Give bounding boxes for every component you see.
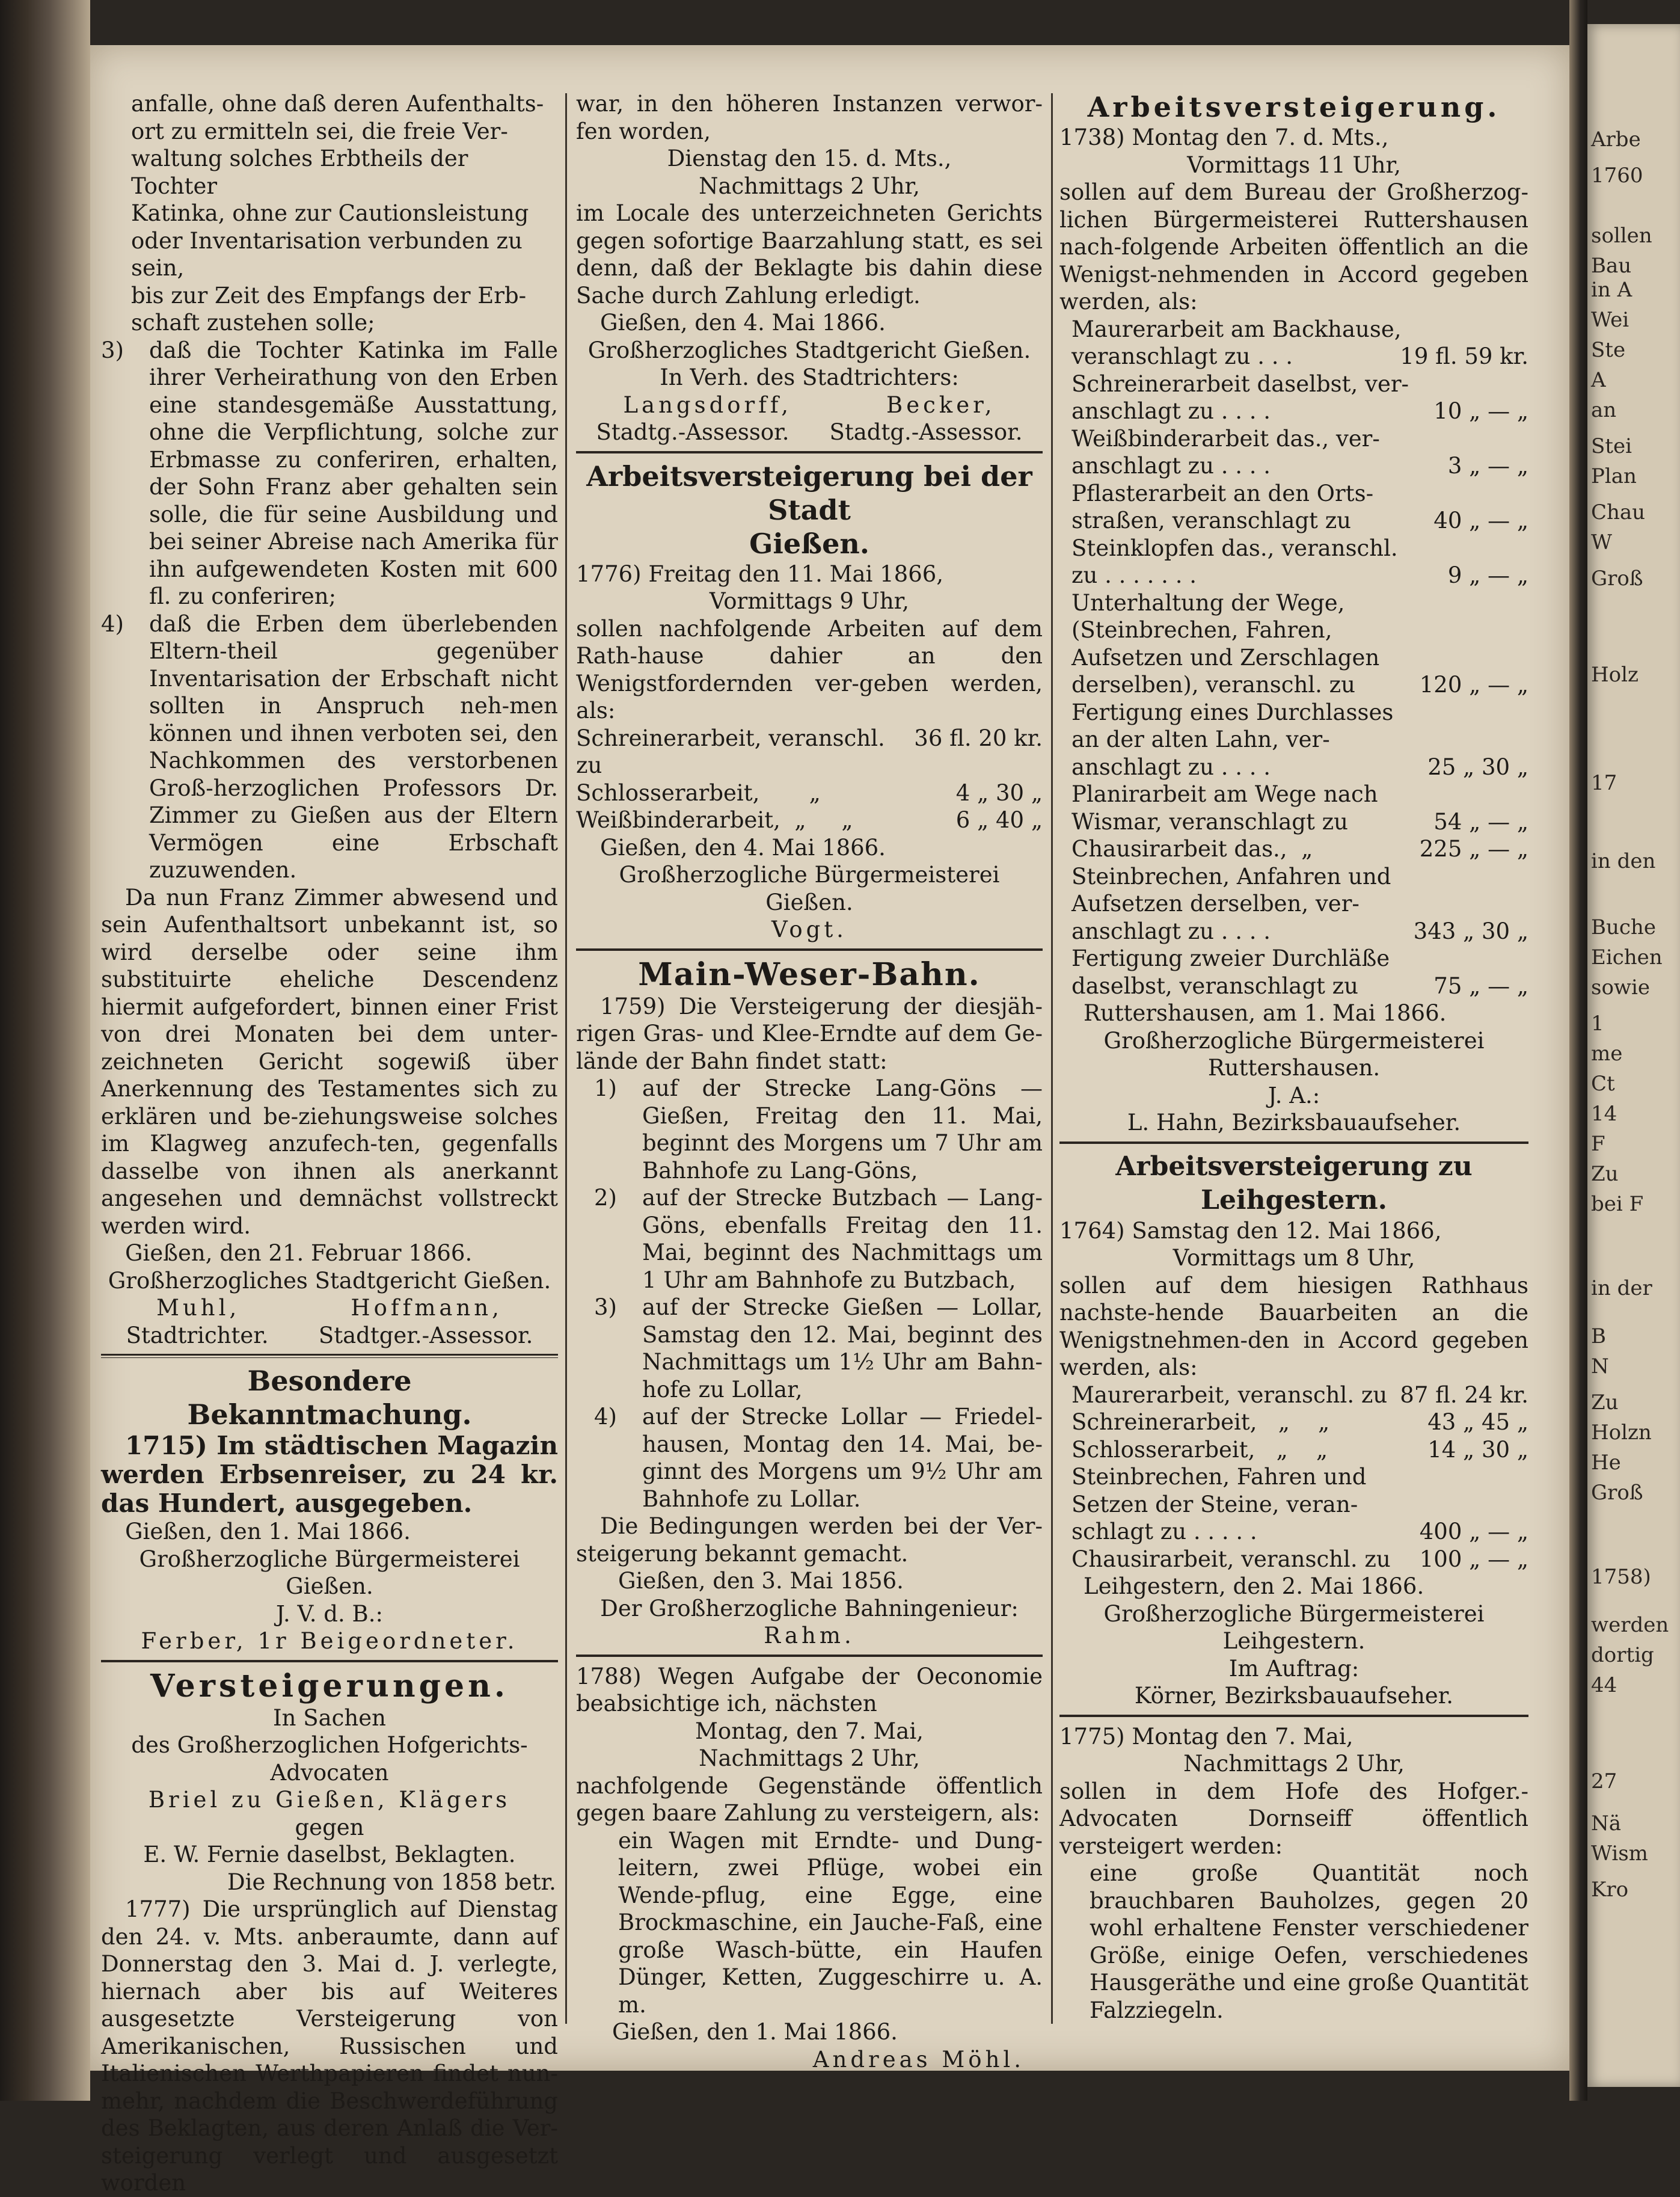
price-row — [1071, 699, 1528, 727]
price-label: Wismar, veranschlagt zu — [1071, 808, 1348, 835]
signature-name: Langsdorff, — [623, 392, 792, 418]
adjacent-page-fragment: in A — [1591, 278, 1632, 302]
section-heading: Besondere Bekanntmachung. — [187, 1365, 472, 1431]
price-value: 19 fl. 59 kr. — [1400, 343, 1528, 369]
adjacent-page-fragment: Buche — [1591, 915, 1656, 939]
price-label: Schlosserarbeit, „ „ — [1071, 1436, 1328, 1463]
price-label: Schlosserarbeit, „ — [576, 779, 821, 806]
auction-date: 1776) Freitag den 11. Mai 1866, — [576, 561, 944, 587]
case-line: E. W. Fernie daselbst, Beklagten. — [143, 1842, 516, 1867]
price-label: schlagt zu . . . . . — [1071, 1519, 1257, 1544]
price-value: 100 „ — „ — [1419, 1546, 1528, 1572]
adjacent-page-fragment: F — [1591, 1132, 1605, 1156]
auction-text: 1777) Die ursprünglich auf Dienstag den 24. v. Mts. anberaumte, dann auf Donnerstag den 3. Mai d. J. verlegte, hiernach aber bis auf Weiteres ausgesetzte Versteigerung von Amerikanischen, Russischen und Italienischen Werthpapieren findet nun-mehr, nachdem die Beschwerdeführung des Beklagten, aus deren Anlaß die Ver-steigerung verlegt und ausgesetzt worden — [101, 1896, 558, 2196]
notice-date: Gießen, den 4. Mai 1866. — [600, 834, 886, 861]
price-row — [1071, 398, 1528, 425]
price-value: 400 „ — „ — [1419, 1519, 1528, 1544]
auction-text: im Locale des unterzeichneten Gerichts gegen sofortige Baarzahlung statt, es sei denn, daß der Beklagte bis dahin diese Sache durch Zahlung erledigt. — [576, 200, 1043, 309]
case-line: gegen — [295, 1814, 364, 1840]
adjacent-page-fragment: an — [1591, 398, 1617, 422]
page-gutter — [1569, 0, 1587, 2101]
list-number: 3) — [594, 1294, 617, 1320]
price-row — [1071, 507, 1528, 535]
price-row — [1071, 1436, 1528, 1464]
price-value: 14 „ 30 „ — [1427, 1436, 1528, 1463]
price-row — [1071, 425, 1528, 453]
adjacent-page-fragment: 1758) — [1591, 1565, 1651, 1589]
case-line: Briel zu Gießen, Klägers — [148, 1787, 511, 1813]
price-row — [1071, 370, 1528, 398]
price-label: Chausirarbeit das., „ — [1071, 836, 1313, 862]
auction-text: nachfolgende Gegenstände öffentlich gegen baare Zahlung zu versteigern, als: — [576, 1772, 1043, 1826]
notice-text: 1715) Im städtischen Magazin werden Erbsenreiser, zu 24 kr. das Hundert, ausgegeben. — [101, 1431, 558, 1518]
price-row — [1071, 726, 1528, 754]
adjacent-page-fragment: bei F — [1591, 1192, 1644, 1216]
price-row — [1071, 945, 1528, 973]
adjacent-page-fragment: Kro — [1591, 1878, 1629, 1902]
section-divider — [101, 1660, 558, 1662]
list-item — [576, 1403, 1043, 1513]
signature-name: Vogt. — [771, 917, 847, 942]
auction-continuation: war, in den höheren Instanzen verwor-fen worden, — [576, 91, 1043, 144]
price-label: daselbst, veranschlagt zu — [1071, 973, 1358, 999]
adjacent-page-fragment: in den — [1591, 849, 1656, 873]
list-number: 4) — [101, 610, 124, 637]
auction-time: Vormittags um 8 Uhr, — [1173, 1245, 1415, 1271]
case-subject: Die Rechnung von 1858 betr. — [227, 1869, 556, 1895]
list-item — [101, 337, 558, 610]
auction-text: sollen auf dem hiesigen Rathhaus nachste-hende Bauarbeiten an die Wenigstnehmen-den in Accord gegeben werden, als: — [1059, 1272, 1528, 1380]
adjacent-page-fragment: 44 — [1591, 1673, 1617, 1697]
adjacent-page-fragment: 17 — [1591, 771, 1617, 795]
book-binding-edge — [0, 0, 90, 2101]
adjacent-page-fragment: Ste — [1591, 338, 1626, 362]
adjacent-page-fragment: werden — [1591, 1613, 1669, 1637]
adjacent-page-fragment: sowie — [1591, 976, 1651, 1000]
price-value: 225 „ — „ — [1419, 836, 1528, 862]
adjacent-page-fragment: 14 — [1591, 1102, 1617, 1126]
signature-title: Stadtg.-Assessor. — [829, 419, 1023, 445]
adjacent-page-fragment: Wei — [1591, 308, 1629, 332]
list-number: 3) — [101, 337, 124, 363]
adjacent-page-fragment: N — [1591, 1354, 1609, 1378]
signature-name: Ferber, 1r Beigeordneter. — [141, 1628, 518, 1654]
price-list — [1059, 1381, 1528, 1573]
adjacent-page-fragment: Holz — [1591, 663, 1639, 687]
price-label: (Steinbrechen, Fahren, — [1071, 617, 1332, 643]
adjacent-page-fragment: B — [1591, 1324, 1606, 1348]
price-label: veranschlagt zu . . . — [1071, 343, 1293, 369]
adjacent-page-fragment: He — [1591, 1451, 1621, 1475]
notice-date: Gießen, den 3. Mai 1856. — [618, 1568, 904, 1594]
price-label: Setzen der Steine, veran- — [1071, 1491, 1358, 1517]
column-rule-2 — [1051, 93, 1053, 2024]
auction-text: sollen nachfolgende Arbeiten auf dem Rath-hause dahier an den Wenigstfordernden ver-geben werden, als: — [576, 615, 1043, 724]
price-row — [1071, 1463, 1528, 1491]
proxy-line: Im Auftrag: — [1228, 1655, 1360, 1682]
summons-paragraph: Da nun Franz Zimmer abwesend und sein Aufenthaltsort unbekannt ist, so wird derselbe oder seine ihm substituirte eheliche Descendenz hiermit aufgefordert, binnen einer Frist von drei Monaten bei dem unter-zeichneten Gericht sogewiß über Anerkennung des Testamentes sich zu erklären und be-ziehungsweise solches im Klagweg anzufech-ten, gegenfalls dasselbe von ihnen als anerkannt angesehen und demnächst vollstreckt werden wird. — [101, 884, 558, 1239]
adjacent-page-fragment: Ct — [1591, 1072, 1615, 1096]
price-row — [576, 779, 1043, 807]
auction-date: Montag, den 7. Mai, — [695, 1718, 924, 1744]
office-name: Ruttershausen. — [1207, 1055, 1381, 1081]
price-label: anschlagt zu . . . . — [1071, 398, 1271, 424]
list-item — [576, 1294, 1043, 1403]
section-divider — [1059, 1142, 1528, 1144]
price-list — [1059, 316, 1528, 1000]
signature-name: Andreas Möhl. — [812, 2046, 1025, 2073]
signature-name: Hoffmann, — [351, 1295, 503, 1321]
price-label: an der alten Lahn, ver- — [1071, 727, 1330, 752]
office-name: Großherzogliche Bürgermeisterei Gießen. — [619, 862, 1000, 915]
signature-name: L. Hahn, Bezirksbauaufseher. — [1127, 1110, 1461, 1135]
price-row — [1071, 671, 1528, 699]
price-value: 36 fl. 20 kr. — [914, 725, 1043, 751]
section-divider — [1059, 1715, 1528, 1717]
auction-conditions: Die Bedingungen werden bei der Ver-steigerung bekannt gemacht. — [576, 1513, 1043, 1567]
price-label: Maurerarbeit am Backhause, — [1071, 316, 1402, 342]
section-divider — [576, 451, 1043, 453]
price-value: 3 „ — „ — [1441, 453, 1528, 479]
signature-name: Körner, Bezirksbauaufseher. — [1134, 1683, 1454, 1709]
price-label: Steinbrechen, Anfahren und — [1071, 863, 1391, 890]
court-name: Großherzogliches Stadtgericht Gießen. — [587, 337, 1031, 363]
list-text: auf der Strecke Butzbach — Lang-Göns, ebenfalls Freitag den 11. Mai, beginnt des Nachmittags um 1 Uhr am Bahnhofe zu Butzbach, — [642, 1185, 1043, 1293]
text-line: anfalle, ohne daß deren Aufenthalts- — [131, 91, 544, 117]
adjacent-page-fragment: in der — [1591, 1276, 1652, 1300]
signature-name: Muhl, — [156, 1295, 241, 1321]
auction-items: ein Wagen mit Erndte- und Dung-leitern, zwei Pflüge, wobei ein Wende-pflug, eine Egge, eine Brockmaschine, ein Jauche-Faß, eine große Wasch-bütte, ein Haufen Dünger, Ketten, Zuggeschirre u. A. m. — [618, 1827, 1043, 2018]
price-value: 25 „ 30 „ — [1427, 754, 1528, 780]
price-row — [1071, 781, 1528, 808]
deputy-abbrev: J. V. d. B.: — [276, 1600, 383, 1627]
price-label: Aufsetzen derselben, ver- — [1071, 891, 1360, 917]
notice-date: Gießen, den 21. Februar 1866. — [125, 1240, 473, 1266]
price-label: Schreinerarbeit, „ „ — [1071, 1409, 1330, 1435]
list-text: daß die Tochter Katinka im Falle ihrer Verheirathung von den Erben eine standesgemäße Ausstattung, ohne die Verpflichtung, solche zur Erbmasse zu conferiren, erhalten, der Sohn Franz aber gehalten sein solle, die für seine Ausbildung und bei seiner Abreise nach Amerika für ihn aufgewendeten Kosten mit 600 fl. zu conferiren; — [149, 337, 558, 609]
section-divider — [576, 948, 1043, 951]
column-3 — [1059, 90, 1528, 2024]
adjacent-page-fragment: Zu — [1591, 1390, 1619, 1415]
auction-date: 1775) Montag den 7. Mai, — [1059, 1723, 1354, 1750]
price-row — [1071, 1491, 1528, 1519]
testament-continuation — [101, 90, 558, 337]
section-heading: Arbeitsversteigerung zu Leihgestern. — [1115, 1151, 1473, 1215]
list-item — [576, 1075, 1043, 1184]
price-row — [1071, 1546, 1528, 1573]
notice-date: Gießen, den 1. Mai 1866. — [125, 1519, 411, 1544]
signature-title: Stadtger.-Assessor. — [318, 1322, 533, 1348]
adjacent-page-fragment: 1760 — [1591, 164, 1643, 188]
signature-titles — [576, 419, 1043, 446]
signature-name: Becker, — [886, 392, 996, 418]
text-line: bis zur Zeit des Empfangs der Erb- — [131, 282, 527, 309]
auction-date: 1764) Samstag den 12. Mai 1866, — [1059, 1217, 1442, 1244]
notice-date: Gießen, den 4. Mai 1866. — [600, 310, 886, 336]
price-value: 43 „ 45 „ — [1427, 1409, 1528, 1435]
auction-text: sollen auf dem Bureau der Großherzog-lichen Bürgermeisterei Ruttershausen nach-folgende Arbeiten öffentlich an die Wenigst-nehmenden in Accord gegeben werden, als: — [1059, 179, 1528, 315]
office-name: Der Großherzogliche Bahningenieur: — [600, 1595, 1019, 1621]
price-row — [1071, 808, 1528, 836]
adjacent-page-fragment: A — [1591, 368, 1606, 392]
list-number: 1) — [594, 1075, 617, 1101]
auction-text: 1788) Wegen Aufgabe der Oeconomie beabsichtige ich, nächsten — [576, 1663, 1043, 1716]
price-value: 10 „ — „ — [1433, 398, 1528, 424]
price-label: Pflasterarbeit an den Orts- — [1071, 480, 1374, 506]
list-text: auf der Strecke Lang-Göns — Gießen, Freitag den 11. Mai, beginnt des Morgens um 7 Uhr am Bahnhofe zu Lang-Göns, — [642, 1075, 1043, 1184]
price-value: 87 fl. 24 kr. — [1400, 1381, 1528, 1408]
proxy-line: J. A.: — [1268, 1082, 1320, 1108]
signature-titles — [101, 1322, 558, 1350]
signature-name: Rahm. — [764, 1623, 855, 1649]
section-heading: Versteigerungen. — [150, 1667, 509, 1704]
auction-time: Nachmittags 2 Uhr, — [699, 1745, 920, 1771]
adjacent-page-fragment: Bau — [1591, 254, 1632, 278]
price-label: anschlagt zu . . . . — [1071, 453, 1271, 479]
price-label: derselben), veranschl. zu — [1071, 672, 1355, 698]
price-row — [1071, 835, 1528, 863]
office-name: Großherzogliche Bürgermeisterei — [1103, 1027, 1485, 1054]
column-rule-1 — [565, 93, 567, 2024]
price-row — [1071, 1518, 1528, 1546]
price-value: 6 „ 40 „ — [948, 807, 1043, 833]
list-number: 4) — [594, 1404, 617, 1430]
adjacent-page-fragment: Wism — [1591, 1842, 1648, 1866]
adjacent-page-fragment: Holzn — [1591, 1421, 1652, 1445]
section-divider — [101, 1354, 558, 1358]
price-row — [1071, 562, 1528, 589]
price-row — [1071, 1381, 1528, 1409]
price-value: 75 „ — „ — [1433, 973, 1528, 999]
auction-text: sollen in dem Hofe des Hofger.-Advocaten Dornseiff öffentlich versteigert werden: — [1059, 1778, 1528, 1859]
price-value: 9 „ — „ — [1441, 562, 1528, 588]
price-label: Schreinerarbeit daselbst, ver- — [1071, 370, 1409, 397]
adjacent-page-fragment: Nä — [1591, 1811, 1622, 1836]
adjacent-page-fragment: Stei — [1591, 434, 1632, 458]
adjacent-page-fragment: Plan — [1591, 464, 1637, 488]
price-label: Aufsetzen und Zerschlagen — [1071, 644, 1380, 671]
price-value: 120 „ — „ — [1419, 672, 1528, 698]
price-row — [1071, 754, 1528, 781]
auction-date: Dienstag den 15. d. Mts., — [667, 146, 952, 171]
price-label: Fertigung eines Durchlasses — [1071, 699, 1394, 725]
auction-text: 1759) Die Versteigerung der diesjäh-rigen Gras- und Klee-Erndte auf dem Ge-lände der Bahn findet statt: — [576, 993, 1043, 1074]
text-line: waltung solches Erbtheils der Tochter — [131, 146, 468, 199]
list-text: auf der Strecke Lollar — Friedel-hausen, Montag den 14. Mai, be-ginnt des Morgens um 9½ Uhr am Bahnhofe zu Lollar. — [642, 1404, 1043, 1512]
price-value: 343 „ 30 „ — [1413, 918, 1528, 944]
price-label: Steinklopfen das., veranschl. — [1071, 535, 1398, 561]
adjacent-page-edge — [1587, 24, 1680, 2087]
price-row — [1071, 316, 1528, 343]
auction-time: Nachmittags 2 Uhr, — [1183, 1751, 1405, 1777]
price-row — [1071, 452, 1528, 480]
signature-block — [576, 392, 1043, 419]
adjacent-page-fragment: Chau — [1591, 500, 1646, 524]
adjacent-page-fragment: Zu — [1591, 1162, 1619, 1186]
price-row — [1071, 890, 1528, 918]
list-item — [101, 610, 558, 884]
list-number: 2) — [594, 1185, 617, 1211]
price-label: anschlagt zu . . . . — [1071, 918, 1271, 944]
column-2 — [576, 90, 1043, 2073]
price-row — [1071, 535, 1528, 562]
price-row — [576, 725, 1043, 779]
adjacent-page-fragment: Arbe — [1591, 128, 1641, 152]
price-row — [1071, 480, 1528, 508]
office-name: Großherzogliche Bürgermeisterei Gießen. — [139, 1546, 520, 1599]
price-row — [1071, 918, 1528, 945]
price-label: Fertigung zweier Durchläße — [1071, 945, 1390, 971]
section-heading: Arbeitsversteigerung. — [1087, 91, 1501, 123]
signature-title: Stadtg.-Assessor. — [596, 419, 789, 445]
column-1 — [101, 90, 558, 2197]
notice-date: Ruttershausen, am 1. Mai 1866. — [1084, 1000, 1447, 1026]
text-line: oder Inventarisation verbunden zu sein, — [131, 227, 523, 281]
price-label: Chausirarbeit, veranschl. zu — [1071, 1546, 1391, 1572]
list-text: auf der Strecke Gießen — Lollar, Samstag den 12. Mai, beginnt des Nachmittags um 1½ Uhr am Bahn-hofe zu Lollar, — [642, 1294, 1043, 1403]
price-row — [1071, 589, 1528, 617]
adjacent-page-fragment: Groß — [1591, 1481, 1643, 1505]
signature-block — [101, 1294, 558, 1322]
price-row — [1071, 343, 1528, 370]
auction-items: eine große Quantität noch brauchbaren Bauholzes, gegen 20 wohl erhaltene Fenster verschiedener Größe, einige Oefen, verschiedenes Hausgeräthe und eine große Quantität Falzziegeln. — [1090, 1860, 1528, 2023]
court-name: Großherzogliches Stadtgericht Gießen. — [108, 1267, 551, 1294]
notice-date: Gießen, den 1. Mai 1866. — [612, 2019, 898, 2045]
price-label: Steinbrechen, Fahren und — [1071, 1464, 1367, 1490]
signature-title: Stadtrichter. — [126, 1322, 269, 1348]
price-label: Weißbinderarbeit das., ver- — [1071, 425, 1380, 452]
adjacent-page-fragment: sollen — [1591, 224, 1652, 248]
adjacent-page-fragment: W — [1591, 530, 1612, 555]
price-value: 54 „ — „ — [1433, 808, 1528, 835]
notice-date: Leihgestern, den 2. Mai 1866. — [1084, 1573, 1424, 1599]
adjacent-page-fragment: dortig — [1591, 1643, 1654, 1667]
price-label: Maurerarbeit, veranschl. zu — [1071, 1381, 1388, 1408]
adjacent-page-fragment: me — [1591, 1042, 1623, 1066]
adjacent-page-fragment: 27 — [1591, 1769, 1617, 1793]
price-row — [1071, 863, 1528, 891]
case-line: des Großherzoglichen Hofgerichts-Advocaten — [131, 1732, 528, 1786]
price-row — [1071, 1409, 1528, 1436]
newspaper-page — [90, 45, 1569, 2196]
text-line: schaft zustehen solle; — [131, 310, 375, 336]
price-row — [1071, 973, 1528, 1000]
section-heading: Gießen. — [749, 527, 869, 560]
adjacent-page-fragment: Groß — [1591, 567, 1643, 591]
proxy-line: In Verh. des Stadtrichters: — [660, 364, 959, 390]
price-label: Weißbinderarbeit, „ „ — [576, 807, 853, 833]
price-label: Planirarbeit am Wege nach — [1071, 781, 1378, 807]
section-divider — [576, 1655, 1043, 1657]
case-line: In Sachen — [273, 1704, 386, 1731]
price-label: zu . . . . . . . — [1071, 562, 1197, 588]
list-text: daß die Erben dem überlebenden Eltern-theil gegenüber Inventarisation der Erbschaft nicht sollten in Anspruch neh-men können und ihnen verboten sei, den Nachkommen des verstorbenen Groß-herzoglichen Professors Dr. Zimmer zu Gießen aus der Eltern Vermögen eine Erbschaft zuzuwenden. — [149, 610, 558, 883]
auction-time: Vormittags 9 Uhr, — [709, 588, 910, 614]
text-line: Katinka, ohne zur Cautionsleistung — [131, 200, 529, 226]
price-row — [576, 807, 1043, 834]
price-row — [1071, 644, 1528, 672]
office-name: Großherzogliche Bürgermeisterei Leihgestern. — [1103, 1600, 1485, 1654]
adjacent-page-fragment: 1 — [1591, 1012, 1604, 1036]
auction-time: Nachmittags 2 Uhr, — [699, 173, 920, 199]
text-line: ort zu ermitteln sei, die freie Ver- — [131, 118, 508, 144]
price-label: anschlagt zu . . . . — [1071, 754, 1271, 780]
price-row — [1071, 616, 1528, 644]
price-value: 4 „ 30 „ — [948, 779, 1043, 806]
price-value: 40 „ — „ — [1433, 508, 1528, 533]
price-label: Unterhaltung der Wege, — [1071, 589, 1345, 616]
section-heading: Arbeitsversteigerung bei der Stadt — [586, 459, 1032, 526]
section-heading: Main-Weser-Bahn. — [638, 956, 981, 993]
list-item — [576, 1184, 1043, 1294]
auction-date: 1738) Montag den 7. d. Mts., — [1059, 124, 1389, 150]
price-label: Schreinerarbeit, veranschl. zu — [576, 725, 885, 778]
adjacent-page-fragment: Eichen — [1591, 945, 1663, 969]
price-label: straßen, veranschlagt zu — [1071, 508, 1352, 533]
auction-time: Vormittags 11 Uhr, — [1187, 152, 1401, 178]
